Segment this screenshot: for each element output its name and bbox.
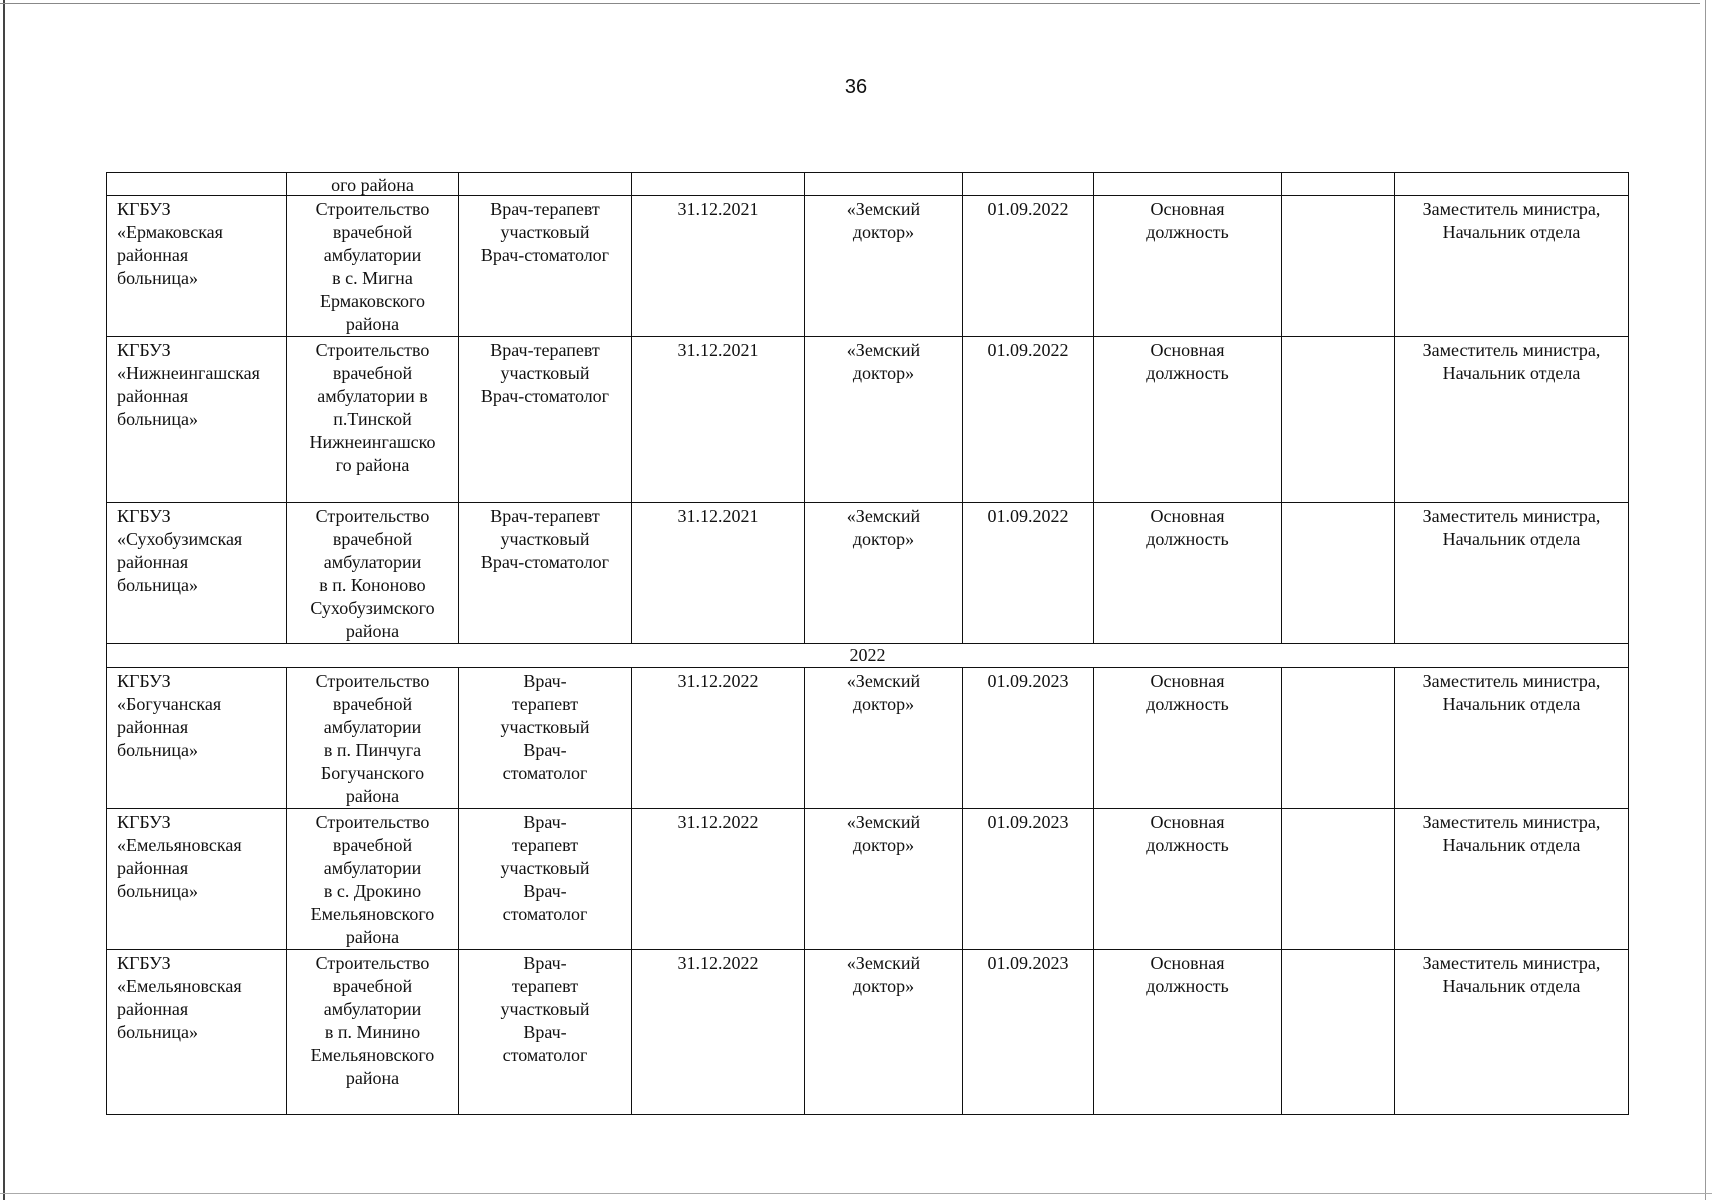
program-cell: «Земский доктор»	[805, 950, 963, 1115]
extra-cell	[1282, 809, 1395, 950]
responsible-cell: Заместитель министра, Начальник отдела	[1395, 196, 1629, 337]
date-start-cell: 01.09.2023	[963, 809, 1094, 950]
institution-cell: КГБУЗ «Богучанская районная больница»	[107, 668, 287, 809]
carry-cell-5	[805, 173, 963, 196]
scan-edge-left	[3, 0, 5, 1200]
table-row	[107, 196, 1629, 337]
date-complete-cell: 31.12.2021	[632, 196, 805, 337]
date-complete-cell: 31.12.2022	[632, 809, 805, 950]
date-start-cell: 01.09.2023	[963, 668, 1094, 809]
responsible-cell: Заместитель министра, Начальник отдела	[1395, 809, 1629, 950]
project-cell: Строительство врачебной амбулатории в п.Тинской Нижнеингашско го района	[287, 337, 459, 503]
institution-cell: КГБУЗ «Сухобузимская районная больница»	[107, 503, 287, 644]
carry-cell-3	[459, 173, 632, 196]
program-cell: «Земский доктор»	[805, 337, 963, 503]
date-complete-cell: 31.12.2022	[632, 950, 805, 1115]
position-type-cell: Основная должность	[1094, 503, 1282, 644]
carry-cell-1	[107, 173, 287, 196]
positions-cell: Врач-терапевт участковый Врач-стоматолог	[459, 196, 632, 337]
table-row	[107, 950, 1629, 1115]
table-row	[107, 668, 1629, 809]
project-cell: Строительство врачебной амбулатории в п. Кононово Сухобузимского района	[287, 503, 459, 644]
carry-cell-4	[632, 173, 805, 196]
positions-cell: Врач- терапевт участковый Врач- стоматолог	[459, 809, 632, 950]
positions-cell: Врач-терапевт участковый Врач-стоматолог	[459, 503, 632, 644]
institution-cell: КГБУЗ «Нижнеингашская районная больница»	[107, 337, 287, 503]
project-cell: Строительство врачебной амбулатории в с. Дрокино Емельяновского района	[287, 809, 459, 950]
institution-cell: КГБУЗ «Ермаковская районная больница»	[107, 196, 287, 337]
responsible-cell: Заместитель министра, Начальник отдела	[1395, 950, 1629, 1115]
scan-edge-right	[1705, 0, 1706, 1200]
position-type-cell: Основная должность	[1094, 809, 1282, 950]
date-complete-cell: 31.12.2021	[632, 337, 805, 503]
extra-cell	[1282, 950, 1395, 1115]
program-cell: «Земский доктор»	[805, 196, 963, 337]
extra-cell	[1282, 503, 1395, 644]
position-type-cell: Основная должность	[1094, 668, 1282, 809]
table-row	[107, 503, 1629, 644]
table-row	[107, 337, 1629, 503]
scan-edge-bottom	[0, 1193, 1712, 1194]
date-complete-cell: 31.12.2021	[632, 503, 805, 644]
project-cell: Строительство врачебной амбулатории в п. Минино Емельяновского района	[287, 950, 459, 1115]
positions-cell: Врач- терапевт участковый Врач- стоматолог	[459, 950, 632, 1115]
scan-edge-top	[0, 3, 1700, 4]
carry-cell-2: ого района	[287, 173, 459, 196]
positions-cell: Врач-терапевт участковый Врач-стоматолог	[459, 337, 632, 503]
position-type-cell: Основная должность	[1094, 950, 1282, 1115]
institution-cell: КГБУЗ «Емельяновская районная больница»	[107, 950, 287, 1115]
institution-cell: КГБУЗ «Емельяновская районная больница»	[107, 809, 287, 950]
year-separator-row	[107, 644, 1629, 668]
position-type-cell: Основная должность	[1094, 196, 1282, 337]
positions-cell: Врач- терапевт участковый Врач- стоматолог	[459, 668, 632, 809]
responsible-cell: Заместитель министра, Начальник отдела	[1395, 668, 1629, 809]
responsible-cell: Заместитель министра, Начальник отдела	[1395, 503, 1629, 644]
program-cell: «Земский доктор»	[805, 668, 963, 809]
extra-cell	[1282, 337, 1395, 503]
table-row	[107, 809, 1629, 950]
responsible-cell: Заместитель министра, Начальник отдела	[1395, 337, 1629, 503]
date-complete-cell: 31.12.2022	[632, 668, 805, 809]
date-start-cell: 01.09.2022	[963, 337, 1094, 503]
carry-cell-7	[1094, 173, 1282, 196]
date-start-cell: 01.09.2022	[963, 196, 1094, 337]
date-start-cell: 01.09.2022	[963, 503, 1094, 644]
carry-over-row	[107, 173, 1629, 196]
page-number: 36	[844, 76, 868, 98]
project-cell: Строительство врачебной амбулатории в п. Пинчуга Богучанского района	[287, 668, 459, 809]
program-cell: «Земский доктор»	[805, 809, 963, 950]
program-cell: «Земский доктор»	[805, 503, 963, 644]
carry-cell-8	[1282, 173, 1395, 196]
schedule-table	[106, 172, 1629, 1115]
position-type-cell: Основная должность	[1094, 337, 1282, 503]
year-label: 2022	[107, 644, 1629, 668]
extra-cell	[1282, 668, 1395, 809]
project-cell: Строительство врачебной амбулатории в с. Мигна Ермаковского района	[287, 196, 459, 337]
carry-cell-9	[1395, 173, 1629, 196]
extra-cell	[1282, 196, 1395, 337]
date-start-cell: 01.09.2023	[963, 950, 1094, 1115]
carry-cell-6	[963, 173, 1094, 196]
